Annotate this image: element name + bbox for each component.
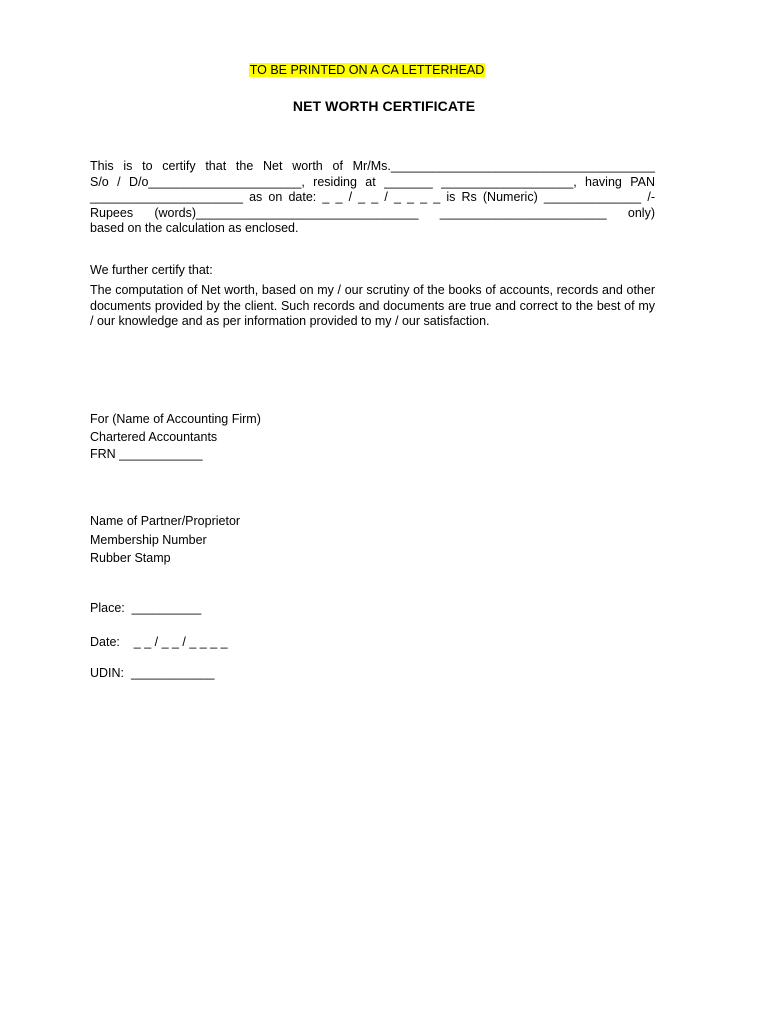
further-paragraph: The computation of Net worth, based on my / our scrutiny of the books of accounts, records and other documents provided by the client. Such records and documents are true and correct to the best of my / our knowledge and as per information provided to my / our satisfaction. [90, 283, 655, 328]
firm-name-line: For (Name of Accounting Firm) [90, 412, 261, 426]
print-instruction-highlight: TO BE PRINTED ON A CA LETTERHEAD [249, 63, 485, 77]
udin-field: UDIN: ____________ [90, 666, 215, 680]
firm-block [90, 411, 261, 464]
certify-line-1: This is to certify that the Net worth of Mr/Ms.______________________________________ [90, 159, 655, 173]
date-field: Date: _ _ / _ _ / _ _ _ _ [90, 635, 228, 649]
firm-designation: Chartered Accountants [90, 429, 218, 444]
frn-field: FRN ____________ [90, 447, 203, 461]
certify-line-4: Rupees (words)________________________________ ________________________ only) [90, 206, 655, 220]
partner-block [90, 512, 240, 568]
certify-line-3: ______________________ as on date: _ _ / _ _ / _ _ _ _ is Rs (Numeric) ______________ /- [90, 190, 655, 204]
certify-line-2: S/o / D/o______________________, residing at _______ ___________________, having PAN [90, 175, 655, 189]
print-instruction [0, 62, 734, 78]
place-field: Place: __________ [90, 601, 202, 615]
membership-number-label: Membership Number [90, 532, 207, 547]
rubber-stamp-label: Rubber Stamp [90, 551, 171, 565]
partner-name-label: Name of Partner/Proprietor [90, 514, 241, 528]
further-heading: We further certify that: [90, 263, 213, 277]
certify-line-5: based on the calculation as enclosed. [90, 221, 299, 235]
page-title: NET WORTH CERTIFICATE [292, 98, 476, 114]
